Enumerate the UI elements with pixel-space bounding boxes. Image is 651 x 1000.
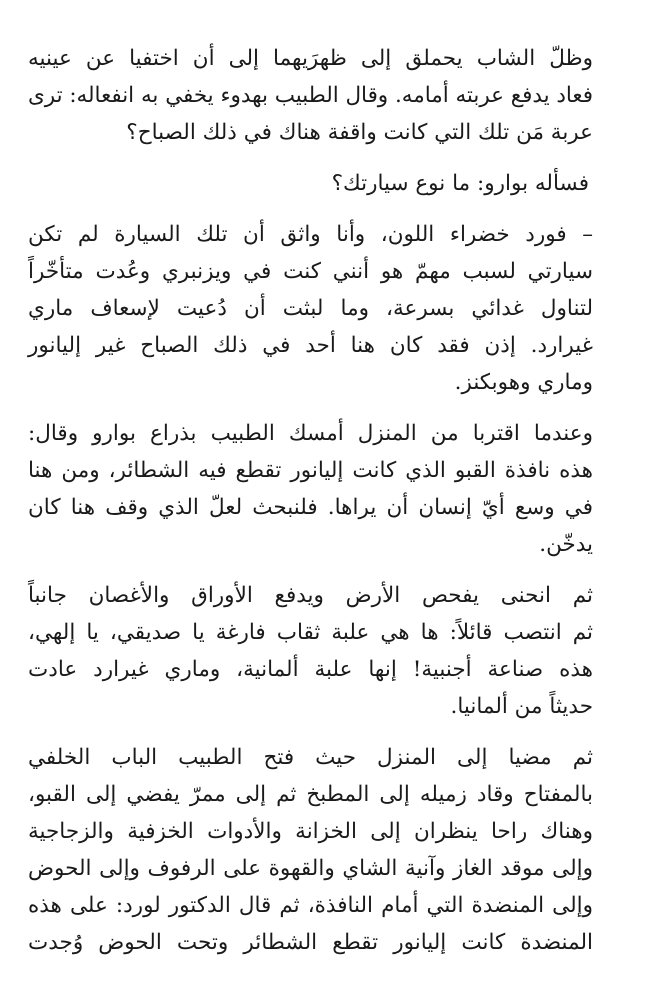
paragraph-6	[28, 739, 623, 961]
text-line: وهناك راحا ينظران إلى الخزانة والأدوات الخزفية والزجاجية	[28, 819, 593, 844]
text-line: غيرارد. إذن فقد كان هنا أحد في ذلك الصباح غير إليانور	[28, 333, 593, 358]
text-line: – فورد خضراء اللون، وأنا واثق أن تلك السيارة لم تكن	[28, 222, 593, 247]
text-line: ثم انحنى يفحص الأرض ويدفع الأوراق والأغصان جانباً	[28, 583, 593, 608]
text-line: لتناول غدائي بسرعة، وما لبثت أن دُعيت لإسعاف ماري	[28, 296, 593, 321]
text-line: في وسع أيّ إنسان أن يراها. فلنبحث لعلّ الذي وقف هنا كان	[28, 495, 593, 520]
text-line: سيارتي لسبب مهمّ هو أنني كنت في ويزنبري وعُدت متأخّراً	[28, 259, 593, 284]
text-line: هذه نافذة القبو الذي كانت إليانور تقطع فيه الشطائر، ومن هنا	[28, 458, 593, 483]
text-line: حديثاً من ألمانيا.	[450, 694, 593, 719]
text-line: ثم انتصب قائلاً: ها هي علبة ثقاب فارغة يا صديقي، يا إلهي،	[28, 620, 593, 645]
book-page	[28, 40, 623, 975]
text-line: فعاد يدفع عربته أمامه. وقال الطبيب بهدوء يخفي به انفعاله: ترى	[28, 83, 593, 108]
text-line: ثم مضيا إلى المنزل حيث فتح الطبيب الباب الخلفي	[28, 745, 593, 770]
text-line: وماري وهوبكنز.	[454, 370, 593, 395]
text-line: هذه صناعة أجنبية! إنها علبة ألمانية، وماري غيرارد عادت	[28, 657, 593, 682]
text-line: المنضدة كانت إليانور تقطع الشطائر وتحت الحوض وُجدت	[28, 930, 593, 955]
text-line: عربة مَن تلك التي كانت واقفة هناك في ذلك الصباح؟	[126, 120, 593, 145]
text-line: وإلى موقد الغاز وآنية الشاي والقهوة على الرفوف وإلى الحوض	[28, 856, 593, 881]
paragraph-3	[28, 216, 623, 401]
paragraph-4	[28, 415, 623, 563]
text-line: فسأله بوارو: ما نوع سيارتك؟	[331, 171, 589, 196]
text-line: بالمفتاح وقاد زميله إلى المطبخ ثم إلى ممرّ يفضي إلى القبو،	[28, 782, 593, 807]
paragraph-5	[28, 577, 623, 725]
text-line: وظلّ الشاب يحملق إلى ظهرَيهما إلى أن اختفيا عن عينيه	[28, 46, 593, 71]
paragraph-2	[28, 165, 623, 202]
paragraph-1	[28, 40, 623, 151]
text-line: وإلى المنضدة التي أمام النافذة، ثم قال الدكتور لورد: على هذه	[28, 893, 593, 918]
text-line: يدخّن.	[539, 532, 593, 557]
text-line: وعندما اقتربا من المنزل أمسك الطبيب بذراع بوارو وقال:	[28, 421, 593, 446]
